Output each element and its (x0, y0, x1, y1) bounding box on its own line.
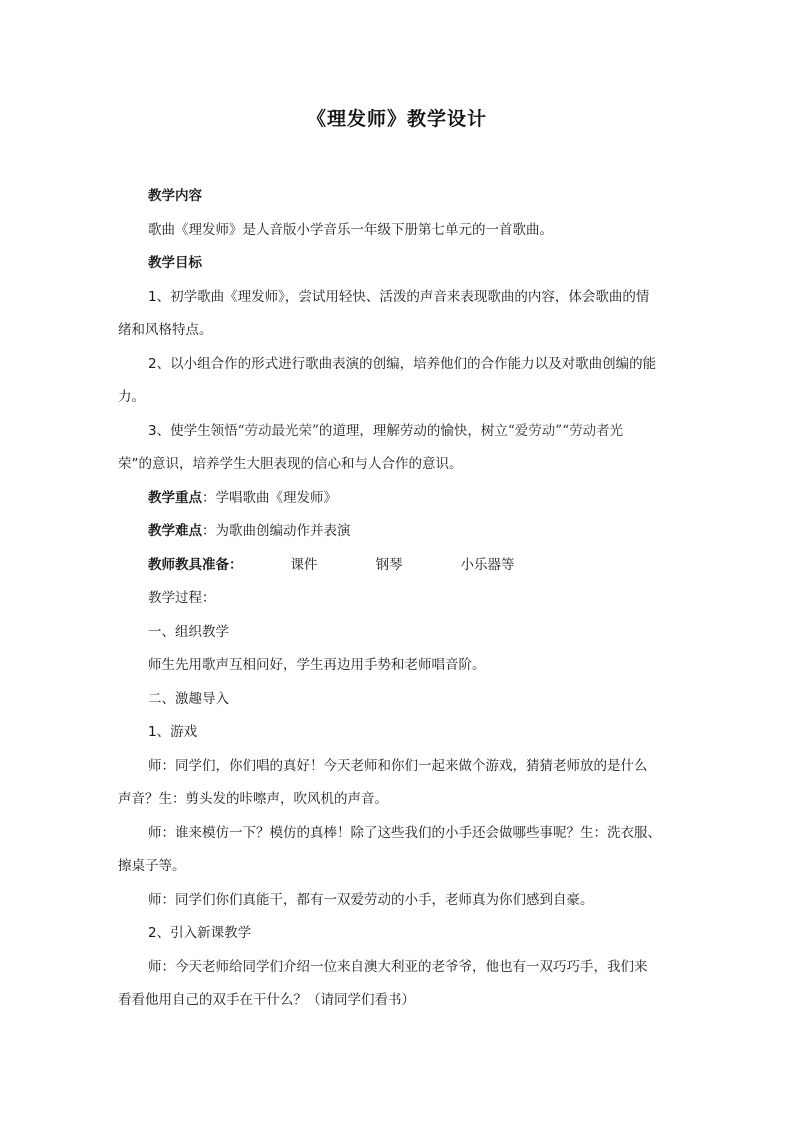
goal-1-line-2: 绪和风格特点。 (118, 322, 213, 338)
dialog-2-line-2: 擦桌子等。 (118, 858, 186, 874)
step-1-text: 师生先用歌声互相问好，学生再边用手势和老师唱音阶。 (148, 657, 486, 673)
goal-3-quote-2: “爱劳动”“劳动者光 (507, 422, 624, 439)
dialog-3: 师：同学们你们真能干，都有一双爱劳动的小手，老师真为你们感到自豪。 (148, 891, 594, 908)
dialog-4-line-1: 师：今天老师给同学们介绍一位来自澳大利亚的老爷爷，他也有一双巧巧手，我们来 (148, 958, 648, 975)
goal-3-line-2: 荣”的意识，培养学生大胆表现的信心和与人合作的意识。 (118, 456, 463, 472)
dialog-1-line-2: 声音？生：剪头发的咔嚓声，吹风机的声音。 (118, 791, 388, 807)
tool-item: 课件 (290, 556, 318, 573)
key-point (118, 482, 678, 516)
difficulty-text: ：为歌曲创编动作并表演 (202, 523, 351, 539)
key-point-label: 教学重点 (148, 489, 202, 506)
step-1-heading: 一、组织教学 (148, 623, 229, 640)
dialog-1-line-1: 师：同学们，你们唱的真好！今天老师和你们一起来做个游戏，猜猜老师放的是什么 (148, 757, 648, 774)
goal-3-quote-1: “劳动最光荣” (237, 422, 319, 439)
tool-item: 钢琴 (375, 556, 403, 573)
step-2-heading: 二、激趣导入 (148, 690, 229, 707)
page-title: 《理发师》教学设计 (306, 108, 487, 130)
difficulty-label: 教学难点 (148, 523, 202, 539)
key-point-text: ：学唱歌曲《理发师》 (202, 489, 337, 506)
dialog-4-line-2: 看看他用自己的双手在干什么？（请同学们看书） (118, 992, 415, 1008)
tools-label: 教师教具准备： (148, 556, 243, 573)
difficulty-point (118, 515, 678, 549)
goal-3-line-1 (118, 415, 678, 449)
goal-1-line-1: 1、初学歌曲《理发师》，尝试用轻快、活泼的声音来表现歌曲的内容，体会歌曲的情 (148, 288, 650, 305)
goals-heading: 教学目标 (148, 255, 202, 271)
step-2-sub-2: 2、引入新课教学 (148, 925, 252, 941)
content-text: 歌曲《理发师》是人音版小学音乐一年级下册第七单元的一首歌曲。 (148, 221, 553, 238)
goal-2-line-1: 2、以小组合作的形式进行歌曲表演的创编，培养他们的合作能力以及对歌曲创编的能 (148, 355, 657, 372)
process-heading: 教学过程： (148, 590, 216, 606)
goal-3-prefix: 3、使学生领悟 (148, 422, 238, 439)
tool-item: 小乐器等 (460, 556, 515, 573)
content-heading: 教学内容 (148, 188, 202, 204)
goal-2-line-2: 力。 (118, 389, 145, 405)
teaching-tools (118, 549, 678, 583)
step-2-sub-1: 1、游戏 (148, 724, 198, 740)
dialog-2-line-1: 师：谁来模仿一下？模仿的真棒！除了这些我们的小手还会做哪些事呢？生：洗衣服、 (148, 824, 661, 841)
document-body (118, 180, 678, 1018)
goal-3-mid: 的道理，理解劳动的愉快，树立 (318, 422, 508, 439)
